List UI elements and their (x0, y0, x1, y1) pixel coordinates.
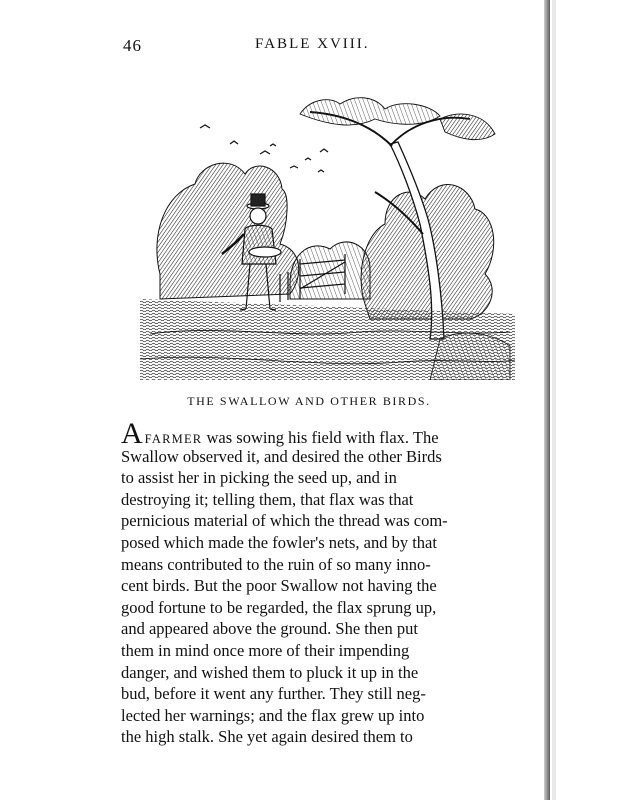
text-line-6: means contributed to the ruin of so many inno- (121, 554, 431, 574)
text-line-4: pernicious material of which the thread was com- (121, 511, 448, 531)
running-head: FABLE XVIII. (255, 36, 370, 52)
text-line-0: was sowing his field with flax. The (202, 428, 439, 447)
text-line-3: destroying it; telling them, that flax was that (121, 489, 414, 509)
woodcut-illustration (140, 84, 515, 380)
text-line-9: and appeared above the ground. She then put (121, 619, 418, 639)
text-line-1: Swallow observed it, and desired the other Birds (121, 446, 442, 466)
text-line-7: cent birds. But the poor Swallow not having the (121, 576, 437, 596)
text-line-10: them in mind once more of their impending (121, 640, 410, 660)
text-line-12: bud, before it went any further. They still neg- (121, 684, 426, 704)
text-line-8: good fortune to be regarded, the flax sprung up, (121, 597, 437, 617)
text-line-13: lected her warnings; and the flax grew up into (121, 705, 425, 725)
text-line-2: to assist her in picking the seed up, and in (121, 468, 397, 488)
drop-cap: A (121, 417, 143, 450)
text-line-14: the high stalk. She yet again desired them to (121, 727, 413, 747)
page-number: 46 (123, 36, 142, 55)
first-word: FARMER (144, 432, 203, 446)
left-trees (157, 163, 299, 299)
text-line (121, 417, 514, 450)
fable-text (121, 417, 514, 748)
illustration-caption: THE SWALLOW AND OTHER BIRDS. (187, 394, 431, 408)
text-line-11: danger, and wished them to pluck it up in the (121, 662, 419, 682)
text-line-5: posed which made the fowler's nets, and by that (121, 532, 437, 552)
